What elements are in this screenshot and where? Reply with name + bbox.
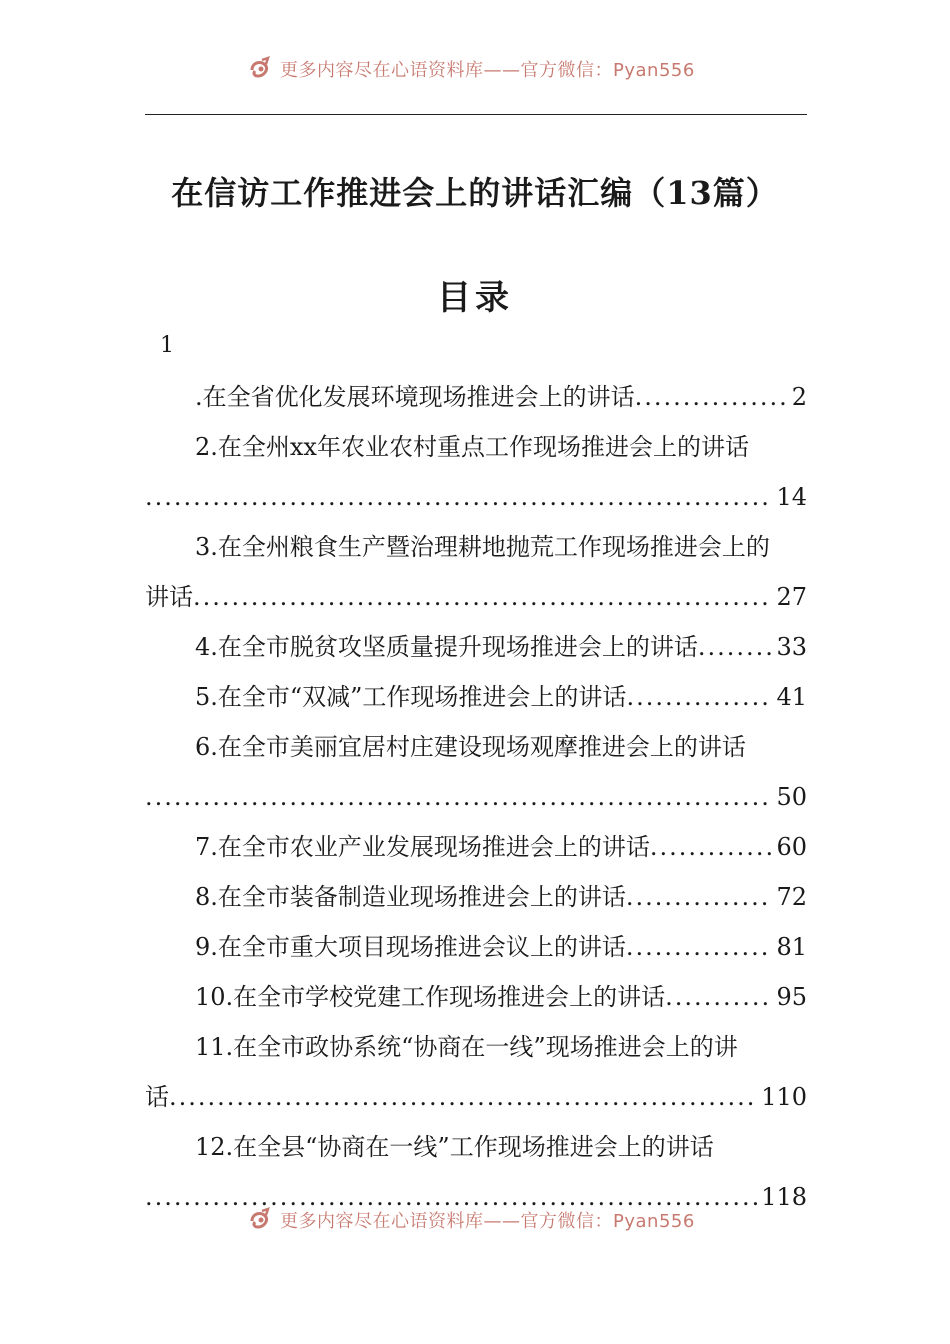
toc-entry-title: 9.在全市重大项目现场推进会议上的讲话 [195, 933, 626, 961]
toc-entry-4[interactable] [145, 622, 807, 672]
toc-entry-page: 95 [776, 983, 807, 1011]
toc-entry-page: 81 [776, 933, 807, 961]
toc-entry-title: 10.在全市学校党建工作现场推进会上的讲话 [195, 983, 666, 1011]
toc-entry-page: 110 [761, 1083, 807, 1111]
toc-entry-title: 2.在全州xx年农业农村重点工作现场推进会上的讲话 [195, 433, 749, 461]
toc-entry-title: 8.在全市装备制造业现场推进会上的讲话 [195, 883, 626, 911]
toc-entry-title: 5.在全市“双减”工作现场推进会上的讲话 [195, 683, 627, 711]
leader-dots [665, 972, 772, 1022]
leader-dots [145, 772, 772, 822]
toc-entry-page: 60 [776, 833, 807, 861]
watermark-text: 更多内容尽在心语资料库——官方微信：Pyan556 [280, 60, 695, 81]
toc-entry-10[interactable] [145, 972, 807, 1022]
toc-entry-8[interactable] [145, 872, 807, 922]
leader-dots [145, 472, 772, 522]
watermark-footer [248, 1206, 728, 1234]
toc-entry-title-cont: 话 [145, 1083, 169, 1111]
leader-dots [635, 372, 788, 422]
toc-entry-9[interactable] [145, 922, 807, 972]
page-title: 在信访工作推进会上的讲话汇编（13篇） [171, 174, 779, 212]
leader-dots [626, 672, 772, 722]
leader-dots [626, 872, 773, 922]
toc-entry-1[interactable] [145, 372, 807, 422]
toc-entry-page: 2 [791, 383, 807, 411]
toc-entry-title: 7.在全市农业产业发展现场推进会上的讲话 [195, 833, 650, 861]
toc-entry-page: 41 [776, 683, 807, 711]
watermark-text: 更多内容尽在心语资料库——官方微信：Pyan556 [280, 1211, 695, 1232]
toc-entry-page: 27 [776, 583, 807, 611]
toc-entry-page: 72 [776, 883, 807, 911]
leader-dots [698, 622, 773, 672]
brand-logo-icon [248, 1207, 274, 1233]
toc-entry-page: 14 [776, 483, 807, 511]
header-rule [145, 114, 807, 115]
toc-entry-title: 6.在全市美丽宜居村庄建设现场观摩推进会上的讲话 [195, 733, 746, 761]
toc-heading: 目录 [437, 278, 513, 318]
toc-entry-title: 12.在全县“协商在一线”工作现场推进会上的讲话 [195, 1133, 714, 1161]
toc-entry-title: 11.在全市政协系统“协商在一线”现场推进会上的讲 [195, 1033, 738, 1061]
leader-dots [169, 1072, 757, 1122]
toc-entry-7[interactable] [145, 822, 807, 872]
toc-entry-page: 118 [761, 1183, 807, 1211]
toc-entry-11[interactable] [145, 1022, 807, 1122]
brand-logo-icon [248, 56, 274, 82]
toc-entry-title-cont: 讲话 [145, 583, 193, 611]
table-of-contents [145, 372, 807, 1222]
leader-dots [650, 822, 773, 872]
toc-entry-page: 50 [776, 783, 807, 811]
toc-entry-3[interactable] [145, 522, 807, 622]
toc-entry-6[interactable] [145, 722, 807, 822]
toc-entry-title: .在全省优化发展环境现场推进会上的讲话 [195, 383, 635, 411]
toc-entry-5[interactable] [145, 672, 807, 722]
leader-dots [626, 922, 773, 972]
toc-entry-2[interactable] [145, 422, 807, 522]
leader-dots [193, 572, 772, 622]
watermark-header [248, 55, 728, 83]
toc-entry-page: 33 [776, 633, 807, 661]
toc-entry-title: 3.在全州粮食生产暨治理耕地抛荒工作现场推进会上的 [195, 533, 770, 561]
stray-number: 1 [160, 333, 174, 358]
toc-entry-title: 4.在全市脱贫攻坚质量提升现场推进会上的讲话 [195, 633, 698, 661]
